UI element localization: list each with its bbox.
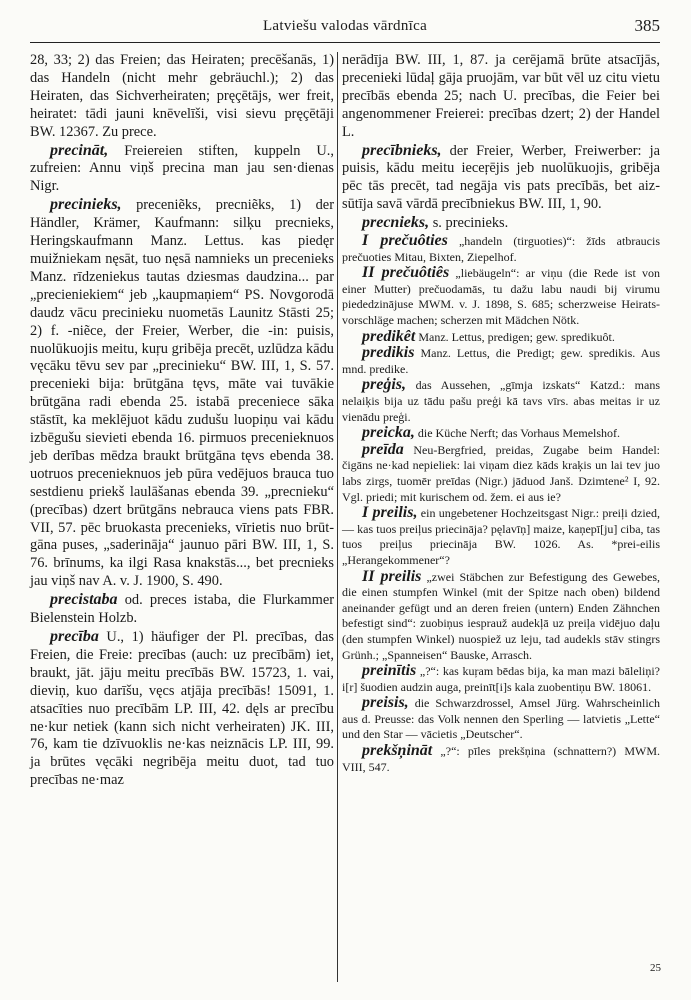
column-divider	[337, 52, 338, 982]
page-header	[30, 16, 660, 40]
page-number: 385	[634, 16, 660, 35]
dictionary-entry: precistaba od. preces istaba, die Flurkammer Bielenstein Holzb.	[30, 591, 334, 627]
headword: precnieks,	[362, 214, 430, 232]
headword: II prečuôtiês	[362, 264, 450, 282]
headword: precistaba	[50, 591, 118, 609]
dictionary-entry: prekšņināt „?“: pīles prekšņina (schnattern?) MWM. VIII, 547.	[342, 742, 660, 774]
dictionary-entry: precība U., 1) häufiger der Pl. precības, das Freien, die Freie: precības (auch: uz precībām) iet, braukt, jāt. jāju meitu precībās BW. 15723, 1. vai, dieviņ, kuo darīšu, vęcs atjāja precībās! 15091, 1. atsacīties nuo precībām LP. III, 42. dęls ar precību ne·kur netiek (kann sich nicht verheiraten) JK. III, 76, kam tie dzīvuoklis ne·kas neiznācis LP. III, 99. ja brūtes vęcāki negribēja meitu duot, tad tuo precības ne·maz	[30, 628, 334, 789]
headword: II preilis	[362, 567, 422, 585]
headword: I prečuôties	[362, 232, 448, 250]
headword: preisis,	[362, 694, 409, 712]
dictionary-entry: preicka, die Küche Nerft; das Vorhaus Memelshof.	[362, 424, 621, 442]
dictionary-entry: II prečuôtiês „liebäugeln“: ar viņu (die Rede ist von einer Mutter) prečuodamās, tu dažu labu naudi bij virumu piededzinājuse MWM. v. J. 1898, S. 685; scherzweise Heiratsvorschläge machen; scherzen mit Mädchen Nötk.	[342, 264, 660, 328]
dictionary-entry: predikêt Manz. Lettus, predigen; gew. spredikuôt.	[362, 327, 615, 345]
dictionary-entry: predikis Manz. Lettus, die Predigt; gew. spredikis. Aus mnd. predike.	[342, 344, 660, 376]
dictionary-entry: preinītis „?“: kas kuŗam bēdas bija, ka man mazi bāleliņi? i[r] šuodien audzin auga, preinīt[i]s kala zuobentiņu BW. 18061.	[342, 662, 660, 694]
dictionary-entry: precinieks, preceniẽks, precniẽks, 1) der Händler, Krämer, Kaufmann: silķu precnieks, Heringskaufmann Manz. Lettus. kas piedęr muižniekam nęsāt, tuo nęsā namnieks un precenieks Manz. rīdzeniekus tautas dziesmas daudzina... par „precieniekiem“ jeb „kaupmaņiem“ PS. Novgorodā daudz vācu precinieku nuometās Launitz Stāsti 25; 2) f. -niẽce, der Freier, Werber, die -in: puisis, nuolūkuojis meitu, kuŗu gribēja precēt, uzlūdza kādu vęcāku tēvu sev par „precinieku“ BW. III, 1, S. 57. precenieki bija: brūtgāna tęvs, māte vai tuvākie brūtgāna radi ebenda 25. istabā preceniece sāka stāstīt, ka meklējuot kādu zudušu luopiņu vai kādu izbēgušu sievieti ebenda 16. pirmuos precenieknuos jeb derības mēdza braukt brūtgāna tęvs ebenda 38. uotruos precenieknuos jeb pūra vedējuos brauca tuo sestdienu priekš laulāšanas ebenda 39. „precnieku“ (precības) dzert brūtgāns nebrauca viens pats FBR. VII, 57. pēc bruokasta precenieks, vīrietis nuo brūtgāna puses, „saderināja“ jaunuo pāri BW. III, 1, S. 76. brīnums, ka ilgi Rasa knakstās..., bet precnieks jau viņš nav A. v. J. 1900, S. 490.	[30, 196, 334, 590]
headword: preīda	[362, 440, 404, 458]
headword: preicka,	[362, 424, 415, 442]
headword: I preilis,	[362, 504, 418, 522]
dictionary-entry: preīda Neu-Bergfried, preidas, Zugabe beim Handel: čigāns ne·kad nepieliek: lai viņam diez kāds kraķis un lai tev juo labs zirgs, tuomēr preīdas (Nigr.) jāduod Janš. Dzimtene² I, 92. Vgl. priedi; mit kurischem od. žem. ei aus ie?	[342, 440, 660, 504]
dictionary-entry: II preilis „zwei Stäbchen zur Befestigung des Gewebes, die einen stumpfen Winkel (mit der Spitze nach oben) bildend aneinander gefügt und an deren freien (untern) Enden Zähnchen befestigt sind“: zuobiņus iesprauž audekļā uz preiļa vidējuo daļu (den stumpfen Winkel) nuospiež uz leju, tad audekls stāv stingrs Grünh.; „Spanneisen“ Bauske, Arrasch.	[342, 567, 660, 662]
left-column	[30, 52, 334, 790]
headword: predikis	[362, 344, 415, 362]
right-column	[342, 52, 660, 775]
dictionary-entry: 28, 33; 2) das Freien; das Heiraten; precēšanās, 1) das Handeln (nicht mehr gebräuchl.); 2) das Heiraten, das Sichverheiraten; pręçētājs, wer freit, heiratet: tādi jauni knēvelīši, visi sievu pręçētāji BW. 12367. Zu prece.	[30, 52, 334, 140]
headword: preģis,	[362, 376, 406, 394]
dictionary-entry: precināt, Freiereien stiften, kuppeln U., zufreien: Annu viņš precina man jau sen·dienas Nigr.	[30, 141, 334, 195]
headword: precība	[50, 628, 99, 645]
header-rule	[30, 42, 660, 43]
dictionary-entry: I prečuôties „handeln (tirguoties)“: žīds atbraucis prečuoties Mitau, Bixten, Ziepelhof.	[342, 232, 660, 264]
headword: preinītis	[362, 662, 417, 680]
running-title: Latviešu valodas vārdnīca	[262, 18, 428, 34]
dictionary-entry: nerādīja BW. III, 1, 87. ja cerējamā brūte atsacījās, precenieki lūdaļ gāja pruojām, var būt vēl uz citu vietu precībās ebenda 25; nach U. precības, die Feier bei angenommener Freierei: precības dzert; 2) der Handel L.	[342, 52, 660, 140]
headword: predikêt	[362, 327, 416, 345]
dictionary-entry: preģis, das Aussehen, „gīmja izskats“ Katzd.: mans nelaiķis bija uz tādu pašu preģi kā tavs vīrs. abas meitas ir uz vienādu preģi.	[342, 376, 660, 424]
headword: precībnieks,	[362, 141, 442, 159]
dictionary-entry: I preilis, ein ungebetener Hochzeitsgast Nigr.: preiļi dzied, — kas tuos preiļus priecināja? pęlavīņ] maize, kaņepī[ju] ciba, tas tuos preiļus priecināja BW. 1026. As. *prei-eilis „Herangekommener“?	[342, 504, 660, 567]
headword: precinieks,	[50, 196, 122, 214]
dictionary-entry: preisis, die Schwarzdrossel, Amsel Jürg. Wahrscheinlich aus d. Preusse: das Volk nennen den Sperling — latvietis „Lette“ und den Star — vācietis „Deutscher“.	[342, 694, 660, 742]
headword: prekšņināt	[362, 742, 433, 760]
headword: precināt,	[50, 141, 109, 159]
printer-signature: 25	[650, 962, 661, 974]
dictionary-entry: precībnieks, der Freier, Werber, Freiwerber: ja puisis, kādu meitu ieceŗējis jeb nuolūkuojis, gribēja pēc tās precēt, tad negāja vis pats precībās, bet aizsūtīja savā vārdā precībniekus BW. III, 1, 90.	[342, 141, 660, 213]
dictionary-entry: precnieks, s. precinieks.	[362, 214, 509, 232]
